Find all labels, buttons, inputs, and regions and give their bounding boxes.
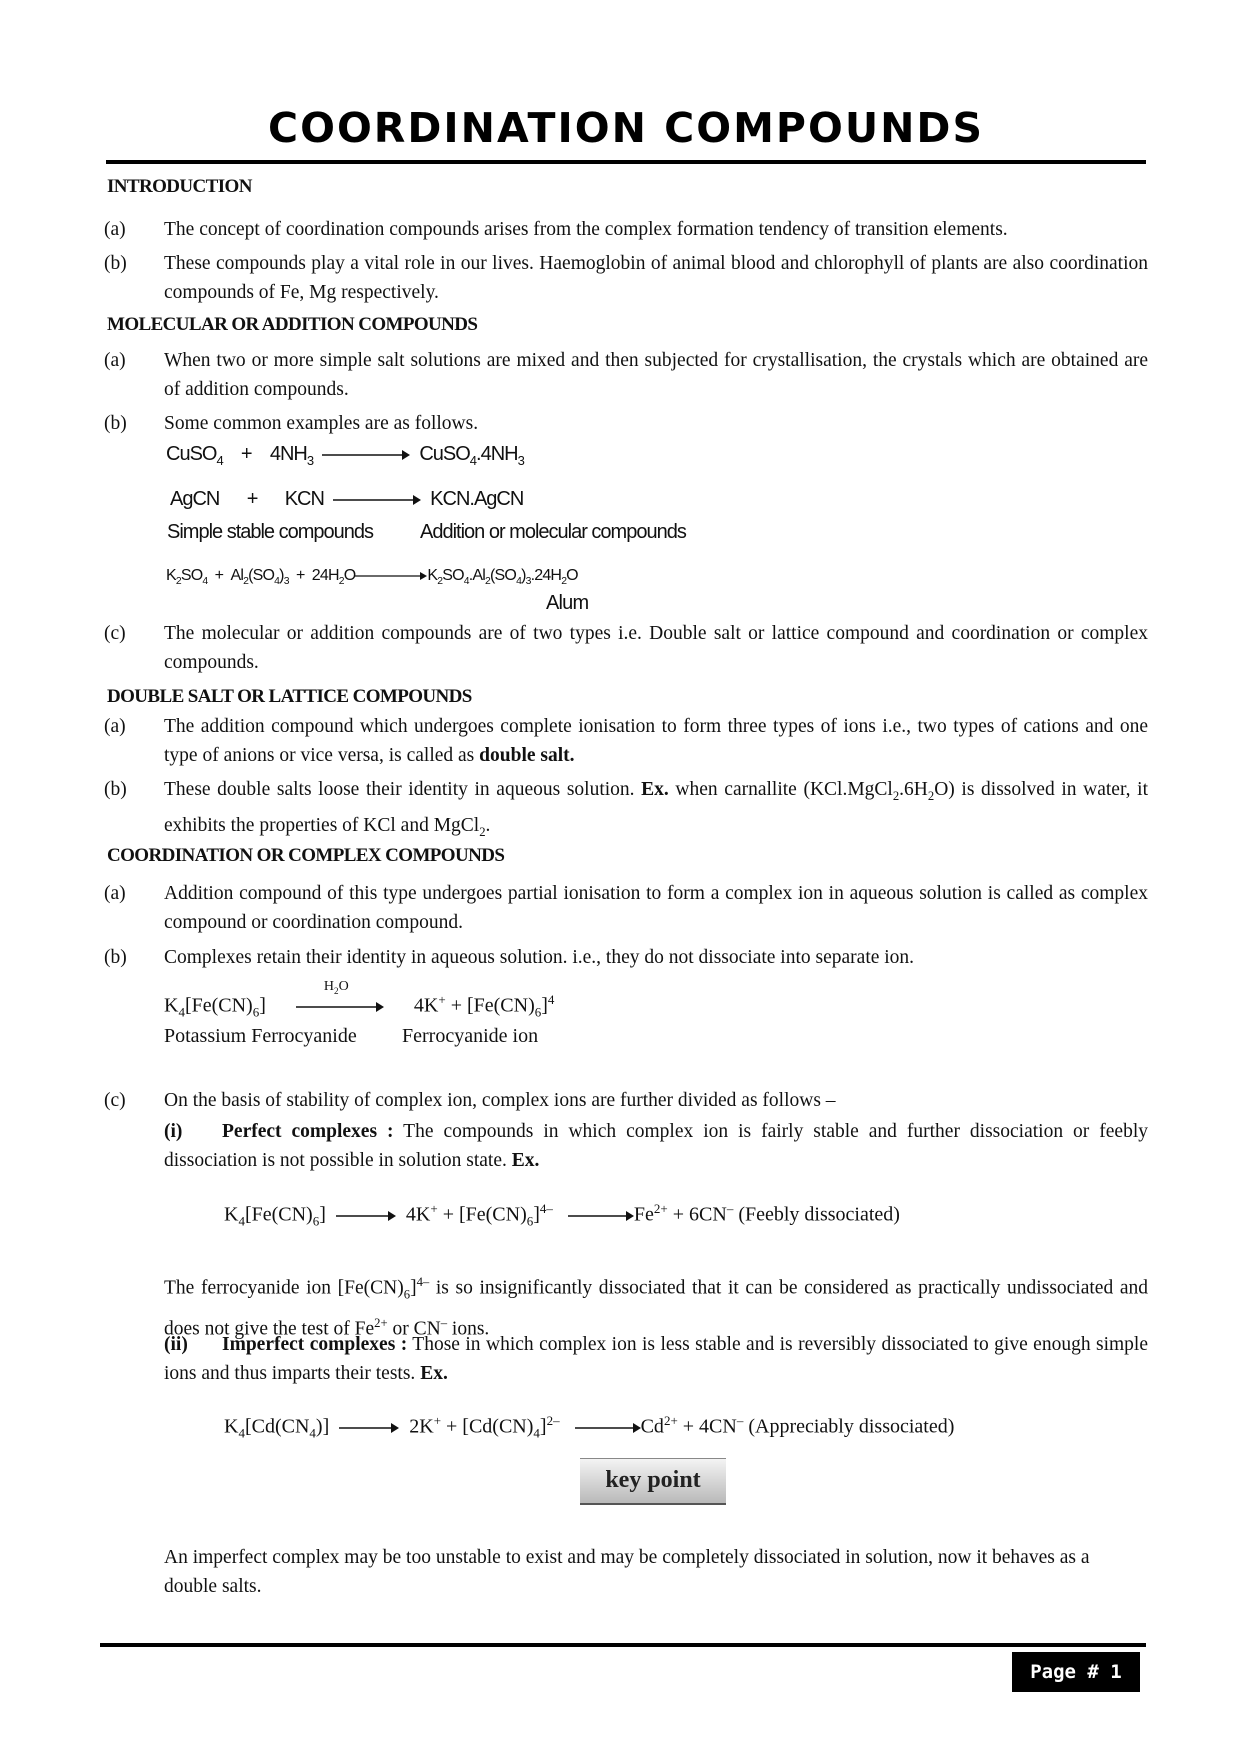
caption-simple-stable: Simple stable compounds xyxy=(167,521,374,543)
intro-item-b xyxy=(104,249,1148,307)
equation-imperfect-complex: $K_4[Cd(CN_4)]$ $2K^+ + [Cd(CN)_4]^{2-}$ $Cd^{2+} + 4CN^-$ (Appreciably dissociated) xyxy=(224,1413,955,1441)
heading-double-salt: DOUBLE SALT OR LATTICE COMPOUNDS xyxy=(107,686,472,707)
item-text: Complexes retain their identity in aqueous solution. i.e., they do not dissociate into separate ion. xyxy=(164,947,915,968)
title-rule xyxy=(106,160,1146,164)
molecular-item-b xyxy=(104,409,1148,438)
item-label: (c) xyxy=(104,1090,126,1111)
double-salt-item-a xyxy=(104,712,1148,770)
item-label: (b) xyxy=(104,253,127,274)
arrow-icon xyxy=(333,494,421,506)
item-label: (b) xyxy=(104,413,127,434)
item-text: These compounds play a vital role in our lives. Haemoglobin of animal blood and chlorophyll of plants are also coordination compounds of Fe, Mg respectively. xyxy=(164,253,1148,303)
key-point-text: An imperfect complex may be too unstable to exist and may be completely dissociated in solution, now it behaves as a double salts. xyxy=(164,1547,1090,1597)
equation-perfect-complex: $K_4[Fe(CN)_6]$ $4K^+ + [Fe(CN)_6]^{4-}$ $Fe^{2+} + 6CN^-$ (Feebly dissociated) xyxy=(224,1201,900,1229)
item-label: (a) xyxy=(104,716,126,737)
coordination-item-a xyxy=(104,879,1148,937)
appreciably-note: (Appreciably dissociated) xyxy=(748,1415,955,1438)
heading-coordination: COORDINATION OR COMPLEX COMPOUNDS xyxy=(107,845,505,866)
arrow-icon xyxy=(322,449,410,461)
equation-cuso4: CuSO$_4$ + $4NH_3$ $CuSO_4.4NH_3$ xyxy=(166,443,524,468)
item-text: The addition compound which undergoes complete ionisation to form three types of ions i.e., two types of cations and one type of anions or vice versa, is called as double salt. xyxy=(164,716,1148,766)
double-salt-item-b xyxy=(104,775,1148,847)
item-text: The molecular or addition compounds are of two types i.e. Double salt or lattice compound and coordination or complex compounds. xyxy=(164,623,1148,673)
caption-potassium-ferrocyanide: Potassium Ferrocyanide xyxy=(164,1025,357,1047)
arrow-icon xyxy=(296,1001,384,1013)
item-label: (a) xyxy=(104,883,126,904)
caption-ferrocyanide-ion: Ferrocyanide ion xyxy=(402,1025,539,1047)
item-label: (a) xyxy=(104,219,126,240)
heading-introduction: INTRODUCTION xyxy=(107,176,252,197)
page-title: COORDINATION COMPOUNDS xyxy=(268,104,984,152)
molecular-item-c xyxy=(104,619,1148,677)
equation-agcn: AgCN + KCN KCN.AgCN xyxy=(170,488,524,510)
heading-molecular: MOLECULAR OR ADDITION COMPOUNDS xyxy=(107,314,478,335)
arrow-icon xyxy=(355,571,427,581)
item-text: The concept of coordination compounds arises from the complex formation tendency of transition elements. xyxy=(164,219,1008,240)
arrow-icon xyxy=(568,1210,634,1222)
feebly-note: (Feebly dissociated) xyxy=(738,1203,900,1226)
key-point-badge: key point xyxy=(580,1458,726,1505)
page-number: Page # 1 xyxy=(1012,1652,1140,1692)
ferrocyanide-paragraph: The ferrocyanide ion $[Fe(CN)_6]^{4-}$ is so insignificantly dissociated that it can be considered as practically undissociated and does not give the test of $Fe^{2+}$ or CN– ions. xyxy=(164,1275,1148,1340)
intro-item-a xyxy=(104,215,1148,244)
item-label: (a) xyxy=(104,350,126,371)
item-label: (b) xyxy=(104,947,127,968)
perfect-complexes-paragraph: (i) Perfect complexes : The compounds in which complex ion is fairly stable and further dissociation or feebly dissociation is not possible in solution state. Ex. xyxy=(164,1121,1149,1171)
item-text: On the basis of stability of complex ion, complex ions are further divided as follows – xyxy=(164,1090,836,1111)
item-text: Addition compound of this type undergoes partial ionisation to form a complex ion in aqueous solution is called as complex compound or coordination compound. xyxy=(164,883,1148,933)
item-label: (c) xyxy=(104,623,126,644)
footer-rule xyxy=(100,1643,1146,1647)
arrow-icon xyxy=(339,1422,399,1434)
imperfect-complexes-paragraph: (ii) Imperfect complexes : Those in which complex ion is less stable and is reversibly dissociated to give enough simple ions and thus imparts their tests. Ex. xyxy=(164,1334,1148,1384)
arrow-icon xyxy=(336,1210,396,1222)
item-text: These double salts loose their identity in aqueous solution. Ex. when carnallite $(KCl.MgCl_2.6H_2O)$ is dissolved in water, it exhibits the properties of KCl and MgCl$_2$. xyxy=(164,779,1148,839)
equation-ferrocyanide: $K_4[Fe(CN)_6]$ $H_2O$ $4K^+ + [Fe(CN)_6]^4$ xyxy=(164,978,555,1020)
molecular-item-a xyxy=(104,346,1148,404)
item-label: (b) xyxy=(104,779,127,800)
arrow-icon xyxy=(575,1422,641,1434)
item-text: Some common examples are as follows. xyxy=(164,413,479,434)
item-text: When two or more simple salt solutions are mixed and then subjected for crystallisation, the crystals which are obtained are of addition compounds. xyxy=(164,350,1148,400)
coordination-item-c xyxy=(104,1086,1148,1115)
coordination-item-b xyxy=(104,943,1148,972)
caption-addition: Addition or molecular compounds xyxy=(420,521,686,543)
caption-alum: Alum xyxy=(546,592,589,614)
equation-alum: $K_2SO_4 + Al_2(SO_4)_3 + 24H_2O$ $K_2SO_4.Al_2(SO_4)_3.24H_2O$ xyxy=(166,567,578,588)
